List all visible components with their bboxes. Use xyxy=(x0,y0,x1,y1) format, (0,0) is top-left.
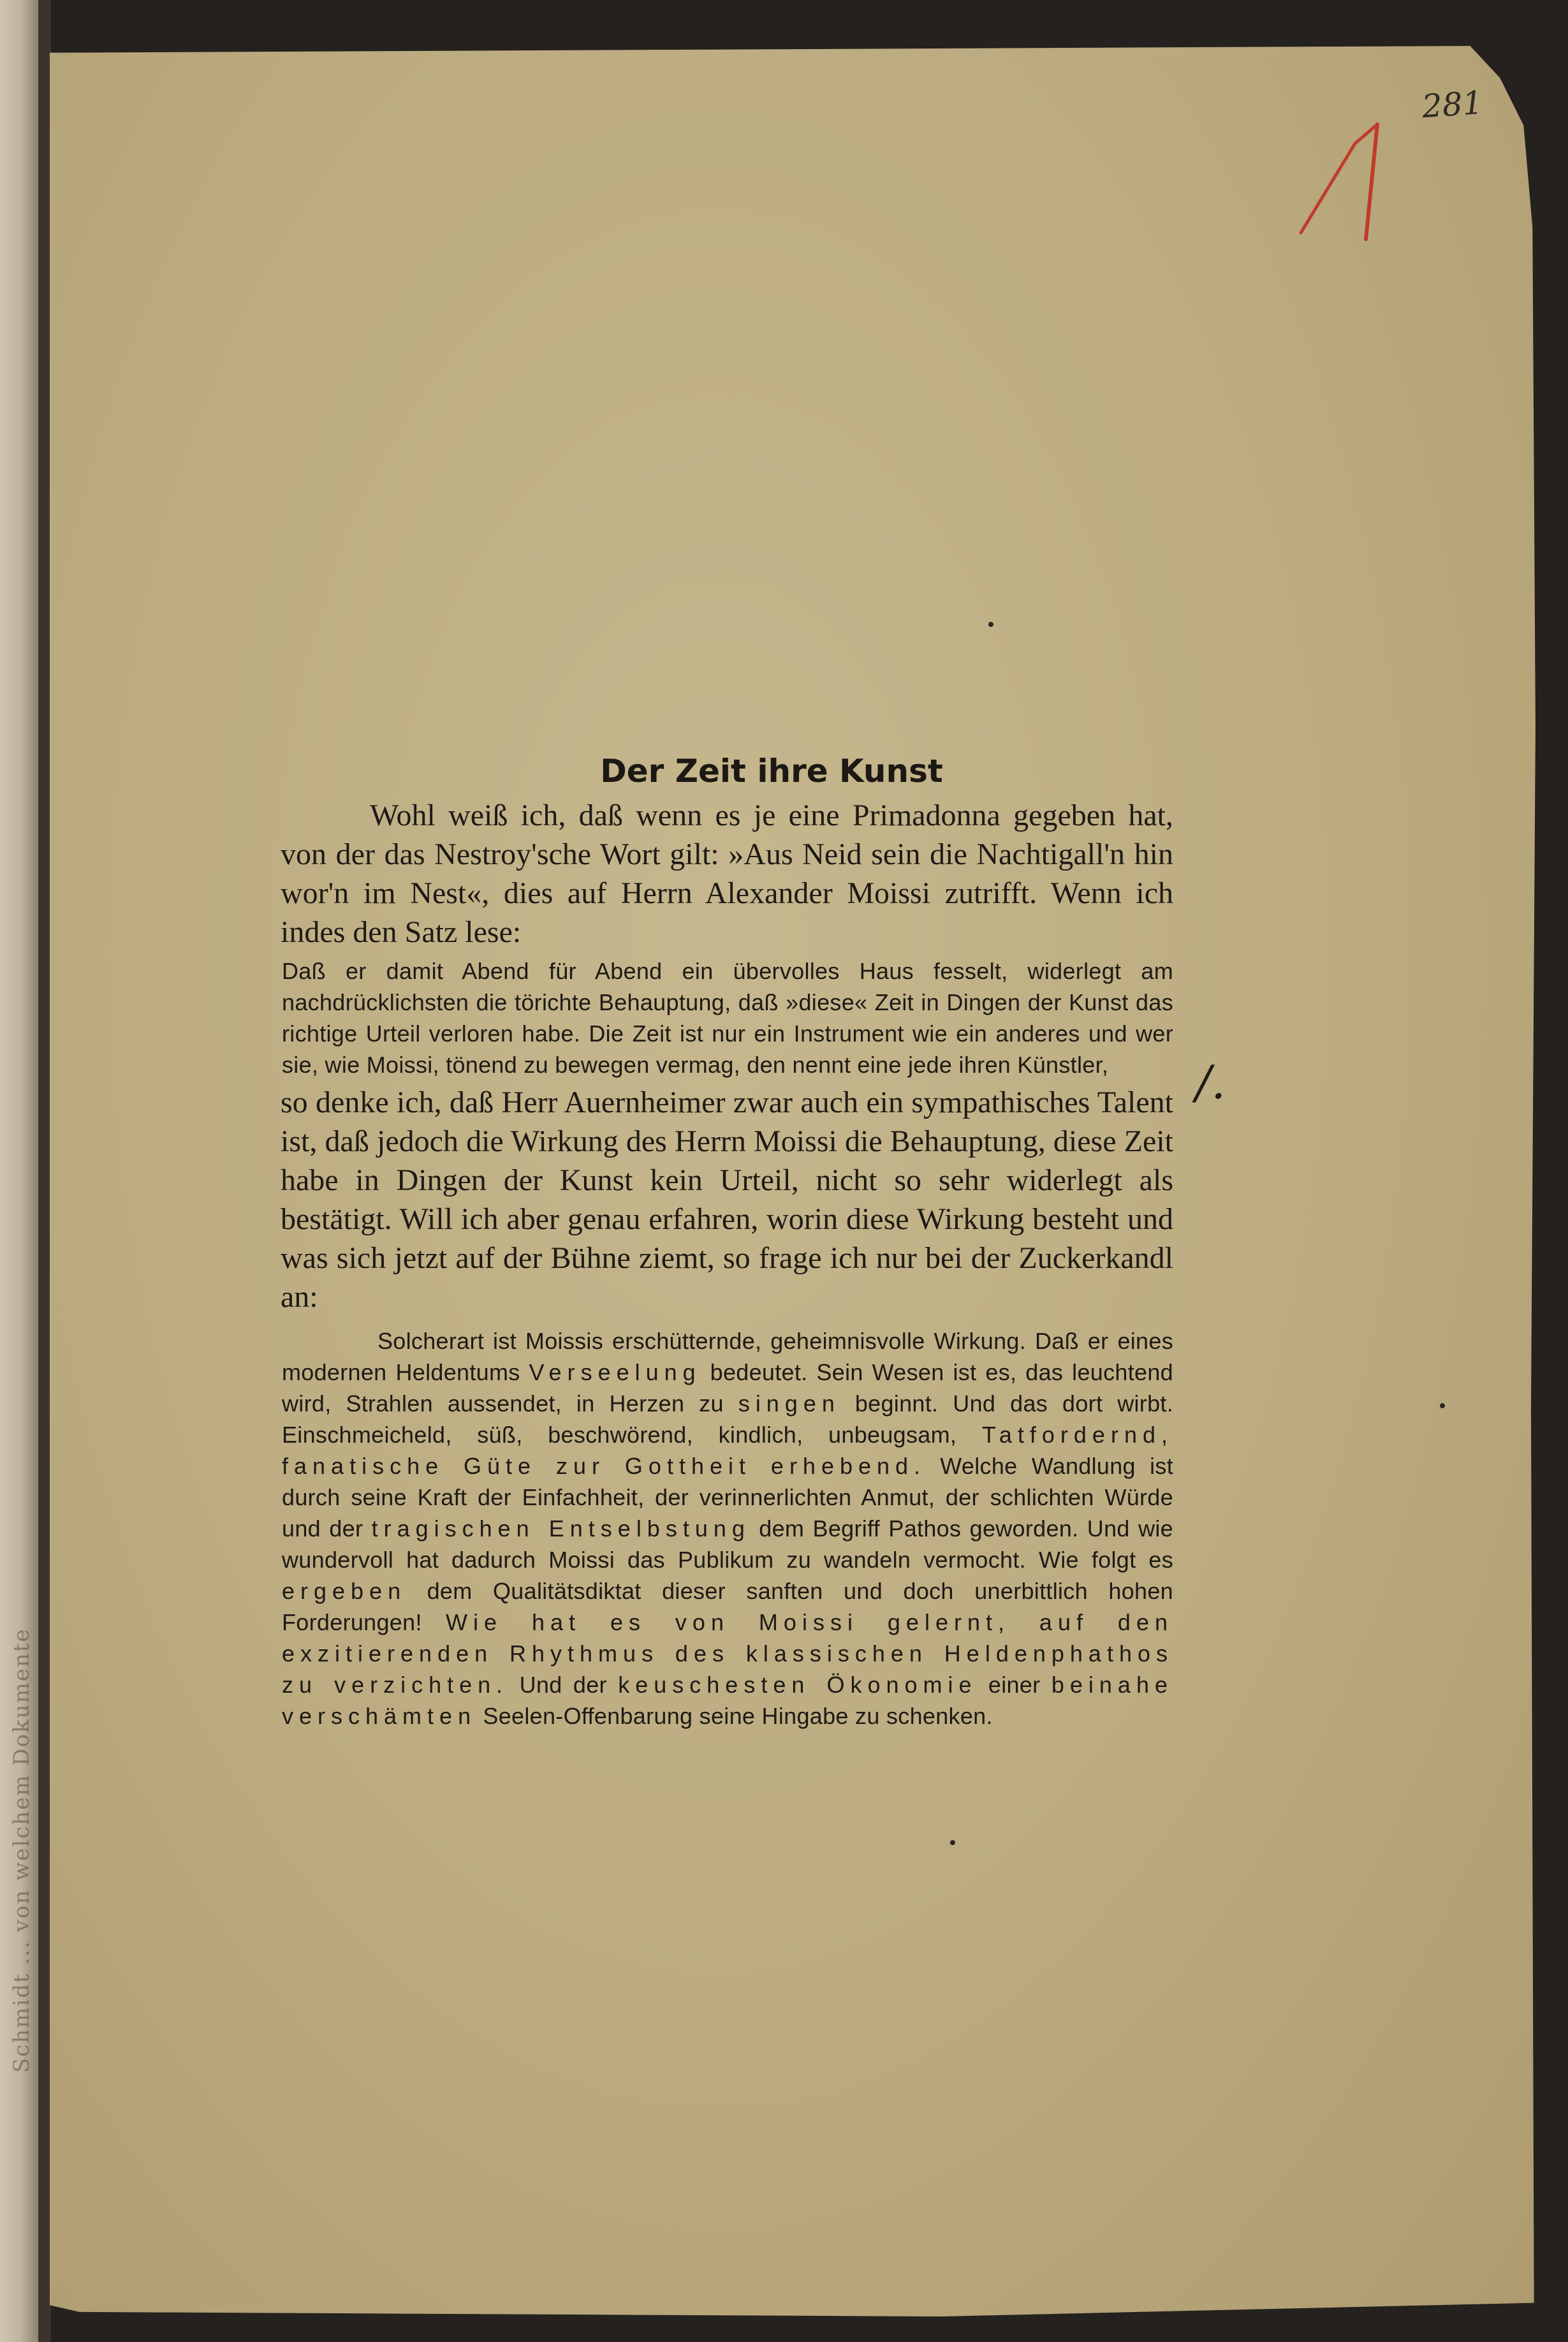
quote-2-text: dem Begriff Pathos geworden. Und wie wundervoll hat dadurch Moissi das Publikum zu wandeln vermocht. Wie folgt es xyxy=(282,1515,1173,1573)
quote-2 xyxy=(282,1325,1173,1732)
quote-2-spaced: beinahe verschämten xyxy=(282,1672,1173,1729)
folio-number: 281 xyxy=(1421,84,1484,126)
paper-speck xyxy=(1440,1403,1445,1408)
quote-2-text: Solcherart ist Moissis erschütternde, geheimnisvolle Wirkung. Daß er eines modernen Heldentums xyxy=(282,1328,1173,1385)
quote-1: Daß er damit Abend für Abend ein übervolles Haus fesselt, widerlegt am nachdrücklichsten die törichte Behauptung, daß »diese« Zeit in Dingen der Kunst das richtige Urteil verloren habe. Die Zeit ist nur ein Instrument wie ein anderes und wer sie, wie Moissi, tönend zu bewegen vermag, den nennt eine jede ihren Künstler, xyxy=(282,958,1173,1078)
quote-2-spaced: ergeben xyxy=(282,1578,407,1604)
board-edge xyxy=(38,0,51,2342)
quote-2-text: dem Qualitätsdiktat dieser sanften und doch unerbittlich hohen Forderungen! xyxy=(282,1578,1173,1635)
article-title: Der Zeit ihre Kunst xyxy=(600,753,943,790)
paragraph-1: Wohl weiß ich, daß wenn es je eine Primadonna gegeben hat, von der das Nestroy'sche Wort gilt: »Aus Neid sein die Nachtigall'n hin wor'n im Nest«, dies auf Herrn Alexander Moissi zutrifft. Wenn ich indes den Satz lese: xyxy=(281,799,1173,949)
margin-mark: /. xyxy=(1196,1056,1226,1109)
paper-speck xyxy=(988,622,993,627)
quote-2-spaced: Verseelung xyxy=(529,1359,701,1385)
book-binding xyxy=(0,0,38,2342)
article xyxy=(281,753,1173,1734)
spine-text: Schmidt ... von welchem Dokumente xyxy=(9,1628,34,2073)
paragraph-2: so denke ich, daß Herr Auernheimer zwar auch ein sympathisches Talent ist, daß jedoch die Wirkung des Herrn Moissi die Behauptung, diese Zeit habe in Dingen der Kunst kein Urteil, nicht so sehr widerlegt als bestätigt. Will ich aber genau erfahren, worin diese Wirkung besteht und was sich jetzt auf der Bühne ziemt, so frage ich nur bei der Zuckerkandl an: xyxy=(281,1086,1173,1314)
quote-2-text: beginnt. Und das dort wirbt. Einschmeicheld, süß, beschwörend, kindlich, unbeugsam, xyxy=(282,1390,1173,1448)
quote-2-spaced: tragischen Entselbstung xyxy=(371,1515,751,1542)
quote-2-text: einer xyxy=(977,1672,1051,1698)
quote-2-spaced: keuschesten Ökonomie xyxy=(618,1672,978,1698)
quote-2-spaced: Tatfordernd, fanatische Güte zur Gottheit erhebend. xyxy=(282,1422,1173,1479)
red-pencil-mark-icon xyxy=(1294,115,1396,255)
quote-2-text: Seelen-Offenbarung seine Hingabe zu schenken. xyxy=(476,1703,993,1729)
quote-2-text: Welche Wandlung ist durch seine Kraft der Einfachheit, der verinnerlichten Anmut, der schlichten Würde und der xyxy=(282,1453,1174,1542)
quote-2-text: Und der xyxy=(508,1672,619,1698)
paper-speck xyxy=(950,1840,955,1845)
quote-2-spaced: singen xyxy=(738,1390,840,1417)
quote-2-text: bedeutet. Sein Wesen ist es, das leuchtend wird, Strahlen aussendet, in Herzen zu xyxy=(282,1359,1173,1417)
quote-2-spaced: Wie hat es von Moissi gelernt, auf den exzitierenden Rhythmus des klassischen Heldenphathos zu verzichten. xyxy=(282,1609,1173,1698)
